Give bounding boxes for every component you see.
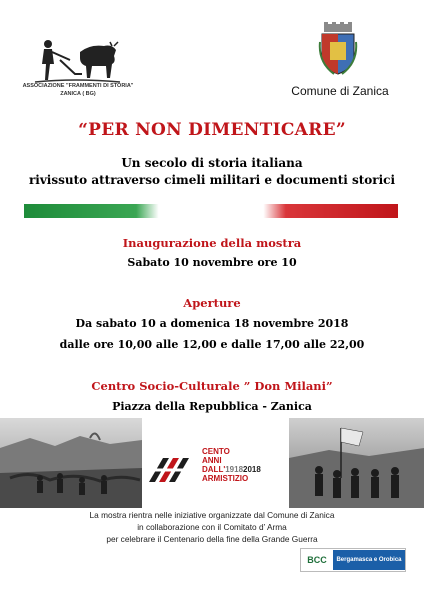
inauguration-date: Sabato 10 novembre ore 10 <box>127 256 297 269</box>
municipality-crest <box>318 22 358 76</box>
centenary-word-armistizio: ARMISTIZIO <box>202 474 249 483</box>
event-title: “PER NON DIMENTICARE” <box>78 120 346 140</box>
centenary-text <box>202 447 292 483</box>
openings-heading: Aperture <box>183 296 241 310</box>
footer-line-2: in collaborazione con il Comitato d’ Arma <box>137 522 287 532</box>
centenary-word-dall: DALL' <box>202 465 226 474</box>
subtitle-line-1: Un secolo di storia italiana <box>121 156 303 170</box>
historical-photo-soldiers <box>0 418 142 508</box>
centenary-start-year: 1918 <box>225 465 244 474</box>
subtitle-line-2: rivissuto attraverso cimeli militari e documenti storici <box>28 173 396 187</box>
bcc-name-box <box>333 550 405 570</box>
association-name <box>18 82 138 98</box>
italian-flag-band <box>24 204 398 218</box>
bcc-mark <box>301 550 333 570</box>
bcc-abbr: BCC <box>307 555 327 565</box>
association-place-line: ZANICA ( BG) <box>60 91 96 97</box>
centenary-word-anni: ANNI <box>202 456 222 465</box>
centenary-word-cento: CENTO <box>202 447 230 456</box>
bcc-name: Bergamasca e Orobica <box>336 557 402 563</box>
footer-line-1: La mostra rientra nelle iniziative organizzate dal Comune di Zanica <box>89 510 335 520</box>
venue-address: Piazza della Repubblica - Zanica <box>112 400 312 413</box>
inauguration-heading: Inaugurazione della mostra <box>122 236 302 250</box>
venue-name: Centro Socio-Culturale ” Don Milani” <box>91 379 333 393</box>
centenary-end-year: 2018 <box>243 465 261 474</box>
centenary-years <box>202 465 292 474</box>
municipality-name: Comune di Zanica <box>291 84 389 98</box>
association-logo <box>30 30 125 110</box>
association-name-line: ASSOCIAZIONE "FRAMMENTI DI STORIA" <box>22 83 134 89</box>
sponsor-logo <box>300 548 406 572</box>
footer-line-3: per celebrare il Centenario della fine della Grande Guerra <box>106 534 318 544</box>
openings-dates: Da sabato 10 a domenica 18 novembre 2018 <box>75 317 349 330</box>
historical-photo-flag-bearers <box>289 418 424 508</box>
openings-hours: dalle ore 10,00 alle 12,00 e dalle 17,00 alle 22,00 <box>59 338 365 351</box>
